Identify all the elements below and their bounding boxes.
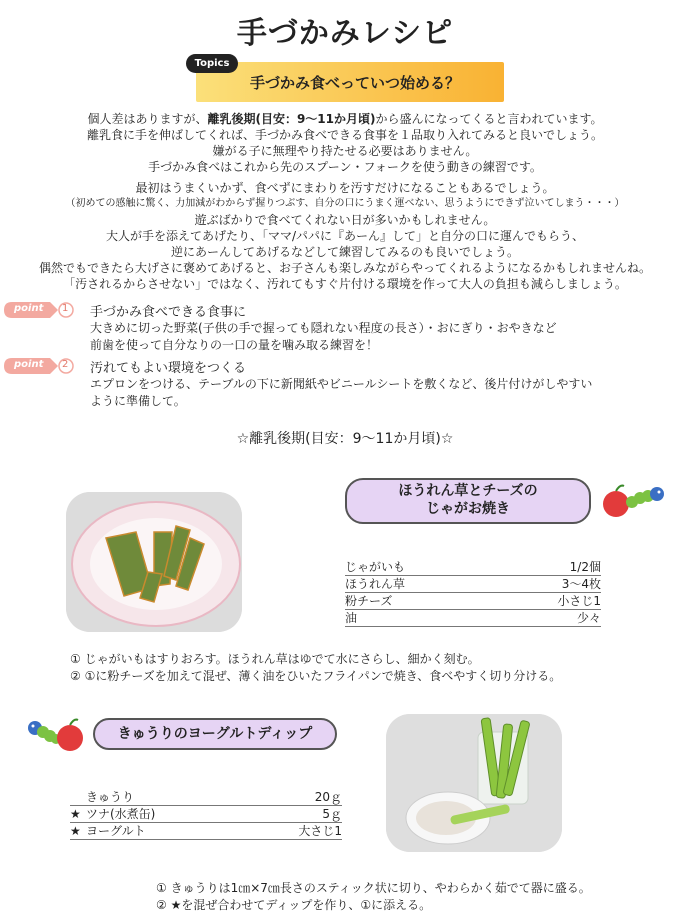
- ingredient-row: きゅうり 20ｇ: [70, 789, 342, 806]
- paragraph-line: 逆にあーんしてあげるなどして練習してみるのも良いでしょう。: [170, 245, 519, 259]
- paragraph-note: （初めての感触に驚く、力加減がわからず握りつぶす、自分の口にうまく運べない、思うようにできず泣いてしまう・・・）: [65, 198, 625, 209]
- intro-line: 嫌がる子に無理やり持たせる必要はありません。: [212, 144, 478, 158]
- intro-paragraph: [0, 111, 690, 175]
- point-2-title: 汚れてもよい環境をつくる: [90, 361, 247, 376]
- ingredient-row: 油 少々: [345, 611, 601, 625]
- recipe-2-steps: [156, 880, 591, 914]
- paragraph-line: 大人が手を添えてあげたり、「ママ/パパに『あーん』して」と自分の口に運んでもらう、: [105, 229, 585, 243]
- recipe-1-title: [345, 478, 591, 524]
- topics-tag: Topics: [186, 54, 238, 73]
- intro-line: 離乳食に手を伸ばしてくれば、手づかみ食べできる食事を１品取り入れてみると良いでしょう。: [86, 128, 603, 142]
- point-1-body: [90, 320, 557, 354]
- paragraph-line: 遊ぶばかりで食べてくれない日が多いかもしれません。: [194, 213, 496, 227]
- point-1-label: point: [14, 303, 44, 314]
- point-2-body: [90, 376, 592, 410]
- caterpillar-apple-icon: [26, 714, 86, 754]
- paragraph-line: 「汚されるからさせない」ではなく、汚れてもすぐ片付ける環境を作って大人の負担も減らしましょう。: [63, 277, 627, 291]
- recipe-1-title-line: ほうれん草とチーズの: [398, 483, 538, 499]
- ingredient-row: じゃがいも 1/2個: [345, 560, 601, 574]
- point-2-body-line: エプロンをつける、テーブルの下に新聞紙やビニールシートを敷くなど、後片付けがしやすい: [90, 377, 593, 391]
- point-2-label: point: [14, 359, 44, 370]
- recipe-2-photo: [386, 714, 562, 852]
- point-1-title: 手づかみ食べできる食事に: [90, 305, 247, 320]
- recipe-1-steps: [70, 651, 561, 685]
- ingredient-row: ★ ツナ(水煮缶) 5ｇ: [70, 807, 342, 821]
- recipe-step: ① じゃがいもはすりおろす。ほうれん草はゆでて水にさらし、細かく刻む。: [70, 652, 480, 666]
- apple-caterpillar-icon: [600, 480, 668, 520]
- paragraph-line: 偶然でもできたら大げさに褒めてあげると、お子さんも楽しみながらやってくれるようになるかもしれませんね。: [38, 261, 651, 275]
- ingredient-row: ほうれん草 3～4枚: [345, 577, 601, 591]
- ingredient-row: ★ ヨーグルト 大さじ1: [70, 824, 342, 838]
- point-1-number: 1: [62, 303, 69, 314]
- point-2-number: 2: [62, 359, 69, 370]
- recipe-step: ② ★を混ぜ合わせてディップを作り、①に添える。: [156, 898, 432, 912]
- ingredient-row: 粉チーズ 小さじ1: [345, 594, 601, 608]
- recipe-2-title: きゅうりのヨーグルトディップ: [93, 718, 337, 750]
- recipe-2-ingredients: [70, 789, 342, 840]
- recipe-1-ingredients: [345, 559, 601, 627]
- topics-heading: 手づかみ食べっていつ始める？: [249, 74, 460, 92]
- recipe-step: ① きゅうりは1㎝×7㎝長さのスティック状に切り、やわらかく茹でて器に盛る。: [156, 881, 591, 895]
- point-2-body-line: ように準備して。: [90, 394, 186, 408]
- intro-line: 手づかみ食べはこれから先のスプーン・フォークを使う動きの練習です。: [148, 160, 542, 174]
- recipe-1-title-line: じゃがお焼き: [426, 501, 510, 517]
- point-1-body-line: 大きめに切った野菜(子供の手で握っても隠れない程度の長さ）・おにぎり・おやきなど: [90, 321, 557, 335]
- recipe-step: ② ①に粉チーズを加えて混ぜ、薄く油をひいたフライパンで焼き、食べやすく切り分ける。: [70, 669, 562, 683]
- paragraph-line: 最初はうまくいかず、食べずにまわりを汚すだけになることもあるでしょう。: [135, 181, 555, 195]
- stage-heading: ☆離乳後期(目安：9～11か月頃)☆: [236, 431, 454, 447]
- practice-paragraph: [0, 180, 690, 292]
- point-1-body-line: 前歯を使って自分なりの一口の量を噛み取る練習を！: [90, 338, 379, 352]
- page-title: 手づかみレシピ: [236, 16, 454, 51]
- recipe-1-photo: [66, 492, 242, 632]
- intro-line: 個人差はありますが、離乳後期(目安：9～11か月頃)から盛んになってくると言われています。: [87, 112, 603, 126]
